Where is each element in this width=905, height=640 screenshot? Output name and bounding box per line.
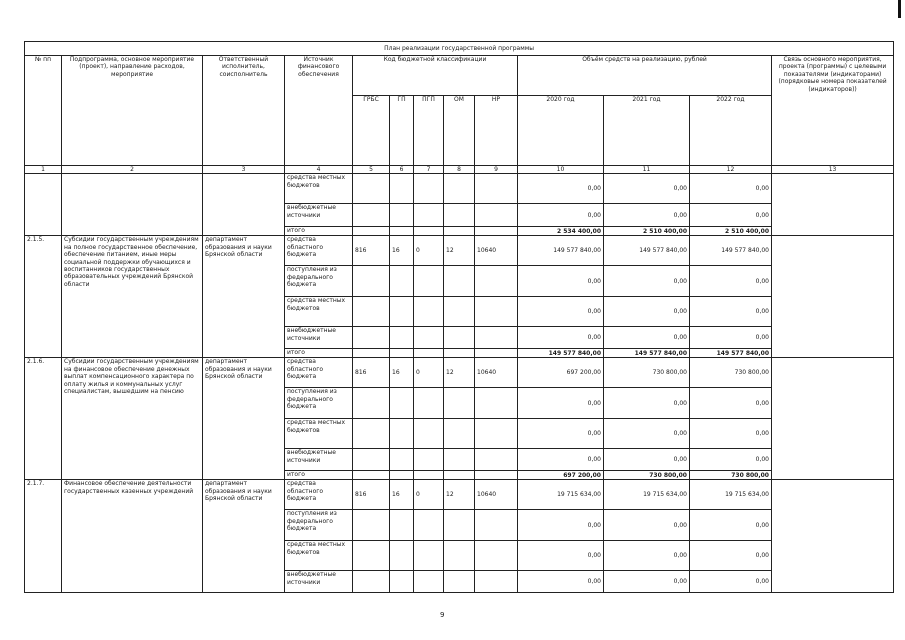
amount-2022: 0,00 bbox=[690, 419, 772, 449]
indicators-cell bbox=[772, 174, 894, 236]
source-label: внебюджетные источники bbox=[285, 449, 353, 471]
indicators-cell bbox=[772, 480, 894, 593]
code-om: 12 bbox=[444, 358, 475, 388]
amount-2022: 0,00 bbox=[690, 571, 772, 593]
header-om: ОМ bbox=[444, 96, 475, 166]
amount-2020: 0,00 bbox=[518, 174, 604, 204]
table-row bbox=[25, 236, 894, 266]
total-2022: 2 510 400,00 bbox=[690, 227, 772, 236]
total-2021: 2 510 400,00 bbox=[604, 227, 690, 236]
col-number: 10 bbox=[518, 166, 604, 174]
code-pgp: 0 bbox=[414, 236, 444, 266]
activity-name: Субсидии государственным учреждениям на финансовое обеспечение денежных выплат компенсационного характера по оплату жилья и коммунальных услуг специалистам, вышедшим на пенсию bbox=[62, 358, 203, 480]
indicators-cell bbox=[772, 236, 894, 358]
col-number: 2 bbox=[62, 166, 203, 174]
code-grbs: 816 bbox=[353, 358, 390, 388]
amount-2021: 0,00 bbox=[604, 388, 690, 419]
amount-2021: 19 715 634,00 bbox=[604, 480, 690, 510]
header-subprogram: Подпрограмма, основное мероприятие (проект), направление расходов, мероприятие bbox=[62, 56, 203, 166]
total-2020: 149 577 840,00 bbox=[518, 349, 604, 358]
source-label: средства местных бюджетов bbox=[285, 541, 353, 571]
amount-2021: 0,00 bbox=[604, 266, 690, 297]
code-np: 10640 bbox=[475, 358, 518, 388]
header-gp: ГП bbox=[390, 96, 414, 166]
source-label: средства местных бюджетов bbox=[285, 419, 353, 449]
responsible-executor: департамент образования и науки Брянской области bbox=[203, 480, 285, 593]
code-om: 12 bbox=[444, 480, 475, 510]
cell-empty bbox=[203, 174, 285, 236]
source-label: средства областного бюджета bbox=[285, 480, 353, 510]
amount-2022: 730 800,00 bbox=[690, 358, 772, 388]
amount-2022: 0,00 bbox=[690, 541, 772, 571]
code-pgp: 0 bbox=[414, 358, 444, 388]
amount-2021: 0,00 bbox=[604, 174, 690, 204]
amount-2022: 0,00 bbox=[690, 510, 772, 541]
amount-2022: 0,00 bbox=[690, 327, 772, 349]
code-grbs: 816 bbox=[353, 236, 390, 266]
responsible-executor: департамент образования и науки Брянской области bbox=[203, 236, 285, 358]
responsible-executor: департамент образования и науки Брянской области bbox=[203, 358, 285, 480]
cell-empty bbox=[25, 174, 62, 236]
col-number: 8 bbox=[444, 166, 475, 174]
header-responsible: Ответственный исполнитель, соисполнитель bbox=[203, 56, 285, 166]
header-budget-code: Код бюджетной классификации bbox=[353, 56, 518, 96]
header-2020: 2020 год bbox=[518, 96, 604, 166]
col-number: 13 bbox=[772, 166, 894, 174]
amount-2021: 149 577 840,00 bbox=[604, 236, 690, 266]
col-number: 11 bbox=[604, 166, 690, 174]
source-label: средства местных бюджетов bbox=[285, 297, 353, 327]
total-label: итого bbox=[285, 471, 353, 480]
col-number: 1 bbox=[25, 166, 62, 174]
source-label: поступления из федерального бюджета bbox=[285, 510, 353, 541]
amount-2021: 0,00 bbox=[604, 297, 690, 327]
header-indicators-link: Связь основного мероприятия, проекта (программы) с целевыми показателями (индикаторами) (порядковые номера показателей (индикаторов)) bbox=[772, 56, 894, 166]
amount-2020: 0,00 bbox=[518, 510, 604, 541]
code-grbs: 816 bbox=[353, 480, 390, 510]
amount-2022: 0,00 bbox=[690, 449, 772, 471]
col-number: 6 bbox=[390, 166, 414, 174]
header-np: НР bbox=[475, 96, 518, 166]
table-row bbox=[25, 480, 894, 510]
col-number: 5 bbox=[353, 166, 390, 174]
program-plan-table bbox=[24, 41, 894, 593]
amount-2020: 0,00 bbox=[518, 571, 604, 593]
col-number: 7 bbox=[414, 166, 444, 174]
col-number: 3 bbox=[203, 166, 285, 174]
amount-2021: 0,00 bbox=[604, 204, 690, 227]
code-np: 10640 bbox=[475, 236, 518, 266]
amount-2021: 730 800,00 bbox=[604, 358, 690, 388]
header-grbs: ГРБС bbox=[353, 96, 390, 166]
table-row bbox=[25, 174, 894, 204]
col-number: 9 bbox=[475, 166, 518, 174]
total-2021: 730 800,00 bbox=[604, 471, 690, 480]
source-label: средства областного бюджета bbox=[285, 236, 353, 266]
amount-2020: 0,00 bbox=[518, 266, 604, 297]
amount-2020: 0,00 bbox=[518, 541, 604, 571]
header-2021: 2021 год bbox=[604, 96, 690, 166]
header-pgp: ПГП bbox=[414, 96, 444, 166]
amount-2021: 0,00 bbox=[604, 541, 690, 571]
total-2022: 730 800,00 bbox=[690, 471, 772, 480]
amount-2020: 0,00 bbox=[518, 327, 604, 349]
amount-2022: 0,00 bbox=[690, 388, 772, 419]
amount-2021: 0,00 bbox=[604, 510, 690, 541]
total-2020: 2 534 400,00 bbox=[518, 227, 604, 236]
code-gp: 16 bbox=[390, 480, 414, 510]
indicators-cell bbox=[772, 358, 894, 480]
code-gp: 16 bbox=[390, 236, 414, 266]
amount-2021: 0,00 bbox=[604, 449, 690, 471]
amount-2020: 19 715 634,00 bbox=[518, 480, 604, 510]
total-label: итого bbox=[285, 349, 353, 358]
code-gp: 16 bbox=[390, 358, 414, 388]
column-number-row bbox=[25, 166, 894, 174]
total-label: итого bbox=[285, 227, 353, 236]
amount-2020: 149 577 840,00 bbox=[518, 236, 604, 266]
amount-2021: 0,00 bbox=[604, 419, 690, 449]
source-label: средства областного бюджета bbox=[285, 358, 353, 388]
col-number: 12 bbox=[690, 166, 772, 174]
amount-2021: 0,00 bbox=[604, 327, 690, 349]
row-number: 2.1.6. bbox=[25, 358, 62, 480]
amount-2020: 0,00 bbox=[518, 388, 604, 419]
amount-2020: 0,00 bbox=[518, 449, 604, 471]
activity-name: Субсидии государственным учреждениям на полное государственное обеспечение, обеспечение питанием, иные меры социальной поддержки обучающихся и воспитанников государственных образовательных учреждений Брянской области bbox=[62, 236, 203, 358]
amount-2020: 697 200,00 bbox=[518, 358, 604, 388]
activity-name: Финансовое обеспечение деятельности государственных казенных учреждений bbox=[62, 480, 203, 593]
scan-edge-mark bbox=[898, 0, 901, 18]
amount-2022: 0,00 bbox=[690, 297, 772, 327]
source-label: поступления из федерального бюджета bbox=[285, 388, 353, 419]
amount-2020: 0,00 bbox=[518, 297, 604, 327]
amount-2022: 149 577 840,00 bbox=[690, 236, 772, 266]
code-pgp: 0 bbox=[414, 480, 444, 510]
code-np: 10640 bbox=[475, 480, 518, 510]
total-2022: 149 577 840,00 bbox=[690, 349, 772, 358]
header-source: Источник финансового обеспечения bbox=[285, 56, 353, 166]
cell-empty bbox=[62, 174, 203, 236]
total-2020: 697 200,00 bbox=[518, 471, 604, 480]
col-number: 4 bbox=[285, 166, 353, 174]
source-label: внебюджетные источники bbox=[285, 571, 353, 593]
amount-2022: 0,00 bbox=[690, 174, 772, 204]
header-2022: 2022 год bbox=[690, 96, 772, 166]
amount-2022: 0,00 bbox=[690, 266, 772, 297]
source-label: внебюджетные источники bbox=[285, 204, 353, 227]
amount-2020: 0,00 bbox=[518, 204, 604, 227]
row-number: 2.1.7. bbox=[25, 480, 62, 593]
amount-2020: 0,00 bbox=[518, 419, 604, 449]
row-number: 2.1.5. bbox=[25, 236, 62, 358]
source-label: поступления из федерального бюджета bbox=[285, 266, 353, 297]
amount-2022: 19 715 634,00 bbox=[690, 480, 772, 510]
table-title: План реализации государственной программы bbox=[25, 42, 894, 56]
amount-2022: 0,00 bbox=[690, 204, 772, 227]
source-label: средства местных бюджетов bbox=[285, 174, 353, 204]
source-label: внебюджетные источники bbox=[285, 327, 353, 349]
code-om: 12 bbox=[444, 236, 475, 266]
table-row bbox=[25, 358, 894, 388]
total-2021: 149 577 840,00 bbox=[604, 349, 690, 358]
amount-2021: 0,00 bbox=[604, 571, 690, 593]
header-amount: Объём средств на реализацию, рублей bbox=[518, 56, 772, 96]
page-number: 9 bbox=[440, 611, 445, 619]
header-num: № пп bbox=[25, 56, 62, 166]
